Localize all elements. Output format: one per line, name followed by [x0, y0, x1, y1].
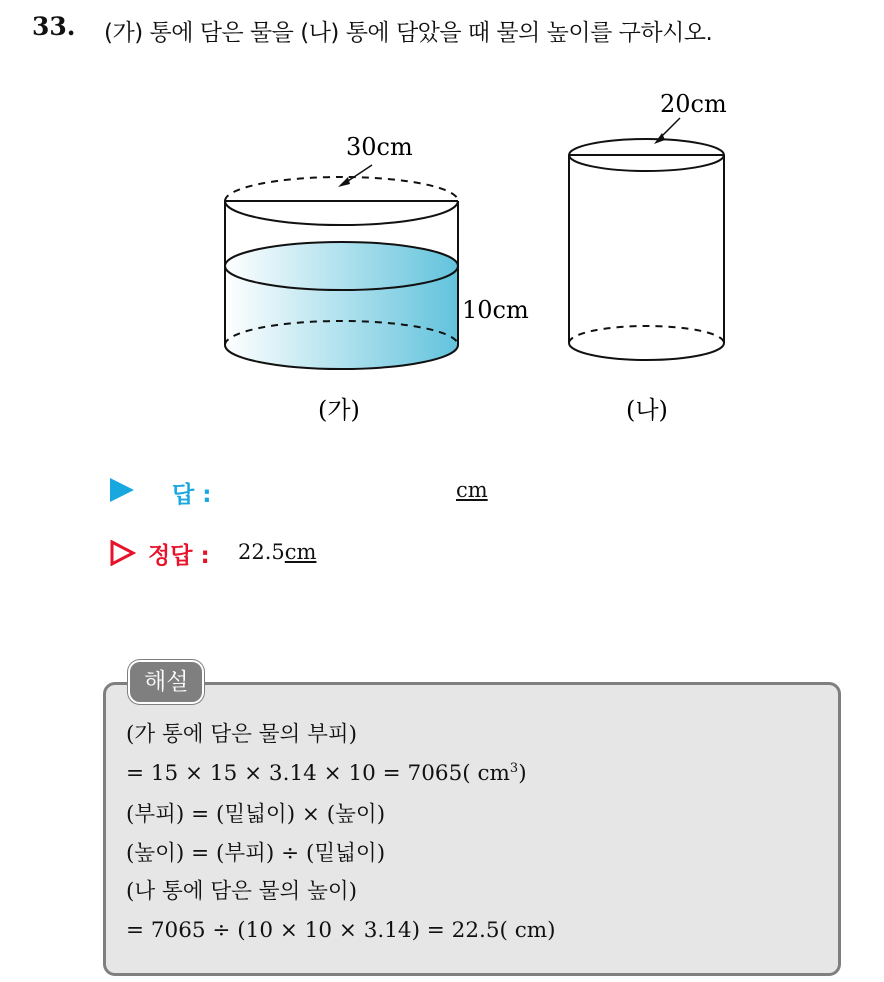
- correct-label: 정답 :: [148, 543, 210, 569]
- cylinder-b-diameter-label: 20cm: [660, 90, 727, 118]
- correct-answer: [238, 540, 316, 564]
- answer-marker-icon: [110, 478, 134, 502]
- cylinder-a-diameter-label: 30cm: [346, 133, 413, 161]
- solution-line: (부피) = (밑넓이) × (높이): [126, 802, 386, 827]
- cylinders-figure: [0, 0, 884, 460]
- cylinder-a-name-label: (가): [318, 396, 360, 424]
- question-text: (가) 통에 담은 물을 (나) 통에 담았을 때 물의 높이를 구하시오.: [104, 20, 713, 46]
- solution-line: (높이) = (부피) ÷ (밑넓이): [126, 840, 386, 866]
- cylinder-b-name-label: (나): [626, 396, 668, 424]
- correct-value: 22.5: [238, 540, 285, 564]
- cylinder-a: [225, 133, 529, 424]
- solution-line: = 15 × 15 × 3.14 × 10 = 7065( $cm^3$): [126, 760, 527, 786]
- cylinder-a-water-surface: [225, 242, 458, 290]
- cube-exponent: 3: [509, 760, 519, 776]
- question-number: 33.: [32, 12, 76, 41]
- cylinder-a-height-label: 10cm: [462, 296, 529, 324]
- solution-tag: 해설: [128, 660, 204, 704]
- correct-unit: cm: [284, 540, 317, 564]
- answer-label: 답 :: [172, 482, 212, 508]
- correct-marker-icon: [110, 540, 136, 566]
- cylinder-b: [569, 90, 727, 424]
- answer-unit: cm: [456, 478, 488, 502]
- solution-line: = 7065 ÷ (10 × 10 × 3.14) = 22.5( cm): [126, 917, 556, 943]
- solution-line: (가 통에 담은 물의 부피): [126, 722, 358, 747]
- solution-line: (나 통에 담은 물의 높이): [126, 879, 358, 904]
- solution-text: [126, 716, 556, 950]
